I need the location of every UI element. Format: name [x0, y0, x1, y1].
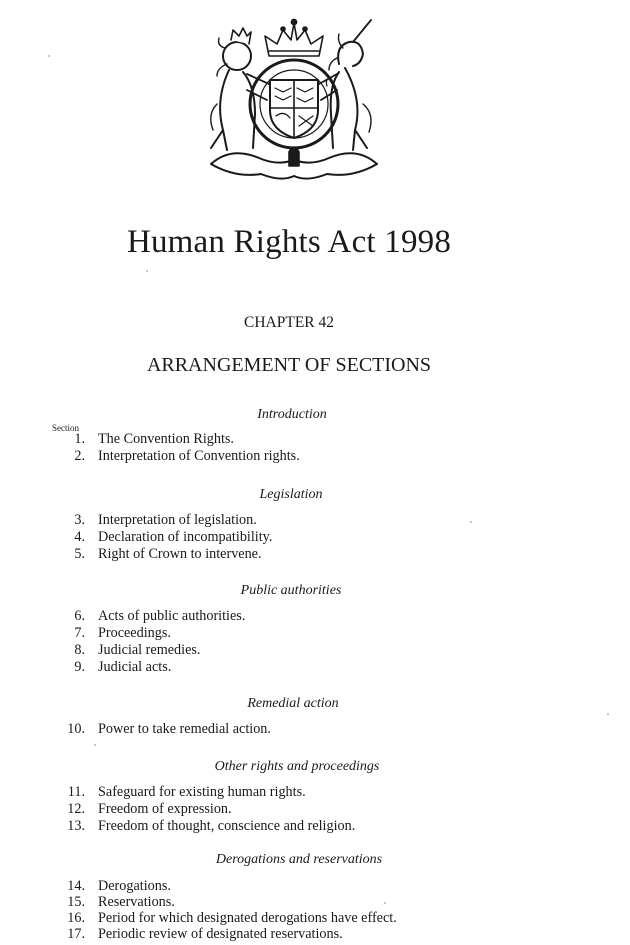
section-title: Interpretation of legislation. [98, 512, 257, 528]
section-number: 10. [67, 721, 85, 737]
toc-entry [50, 546, 262, 563]
group-heading-remedial-action: Remedial action [247, 696, 339, 711]
toc-entry [50, 721, 271, 738]
toc-entry [50, 659, 171, 676]
section-title: Period for which designated derogations have effect. [98, 910, 397, 926]
section-title: Power to take remedial action. [98, 721, 271, 737]
section-title: Judicial acts. [98, 659, 172, 675]
group-heading-derogations: Derogations and reservations [215, 852, 383, 867]
section-number: 16. [67, 910, 85, 926]
scan-speck [607, 713, 609, 715]
scan-speck [384, 902, 386, 904]
section-number: 13. [67, 818, 85, 834]
scan-speck [94, 744, 96, 746]
toc-entry [50, 878, 171, 895]
royal-coat-of-arms-icon [203, 18, 385, 183]
section-title: Judicial remedies. [98, 642, 201, 658]
toc-entry [50, 818, 355, 835]
toc-entry [50, 448, 300, 465]
section-title: The Convention Rights. [98, 431, 234, 447]
section-number: 12. [67, 801, 85, 817]
toc-entry [50, 431, 234, 448]
section-title: Safeguard for existing human rights. [98, 784, 306, 800]
arrangement-heading: ARRANGEMENT OF SECTIONS [146, 354, 432, 376]
section-number: 8. [74, 642, 85, 658]
toc-entry [50, 608, 245, 625]
section-number: 15. [67, 894, 85, 910]
document-title: Human Rights Act 1998 [126, 224, 452, 260]
toc-entry [50, 512, 257, 529]
section-number: 2. [74, 448, 85, 464]
toc-entry [50, 801, 232, 818]
toc-entry [50, 625, 171, 642]
section-number: 3. [74, 512, 85, 528]
section-number: 14. [67, 878, 85, 894]
scan-speck [48, 55, 50, 57]
chapter-number: CHAPTER 42 [244, 314, 334, 331]
group-heading-introduction: Introduction [257, 407, 327, 422]
section-column-label: Section [52, 423, 79, 433]
scan-speck [146, 270, 148, 272]
section-number: 11. [67, 784, 85, 800]
section-number: 17. [67, 926, 85, 942]
section-title: Interpretation of Convention rights. [98, 448, 300, 464]
section-title: Acts of public authorities. [98, 608, 246, 624]
group-heading-other-rights: Other rights and proceedings [214, 759, 380, 774]
toc-entry [50, 642, 200, 659]
section-title: Periodic review of designated reservations. [98, 926, 343, 942]
section-number: 1. [74, 431, 85, 447]
section-number: 6. [74, 608, 85, 624]
section-number: 7. [74, 625, 85, 641]
group-heading-legislation: Legislation [259, 487, 323, 502]
section-title: Declaration of incompatibility. [98, 529, 273, 545]
section-title: Proceedings. [98, 625, 171, 641]
section-number: 5. [74, 546, 85, 562]
section-title: Freedom of thought, conscience and religion. [98, 818, 356, 834]
section-title: Reservations. [98, 894, 175, 910]
section-number: 4. [74, 529, 85, 545]
scan-speck [470, 521, 472, 523]
toc-entry [50, 910, 397, 927]
section-title: Freedom of expression. [98, 801, 232, 817]
section-title: Derogations. [98, 878, 171, 894]
toc-entry [50, 529, 272, 546]
group-heading-public-authorities: Public authorities [240, 583, 342, 598]
toc-entry [50, 926, 343, 943]
section-number: 9. [74, 659, 85, 675]
section-title: Right of Crown to intervene. [98, 546, 262, 562]
toc-entry [50, 894, 175, 911]
toc-entry [50, 784, 306, 801]
